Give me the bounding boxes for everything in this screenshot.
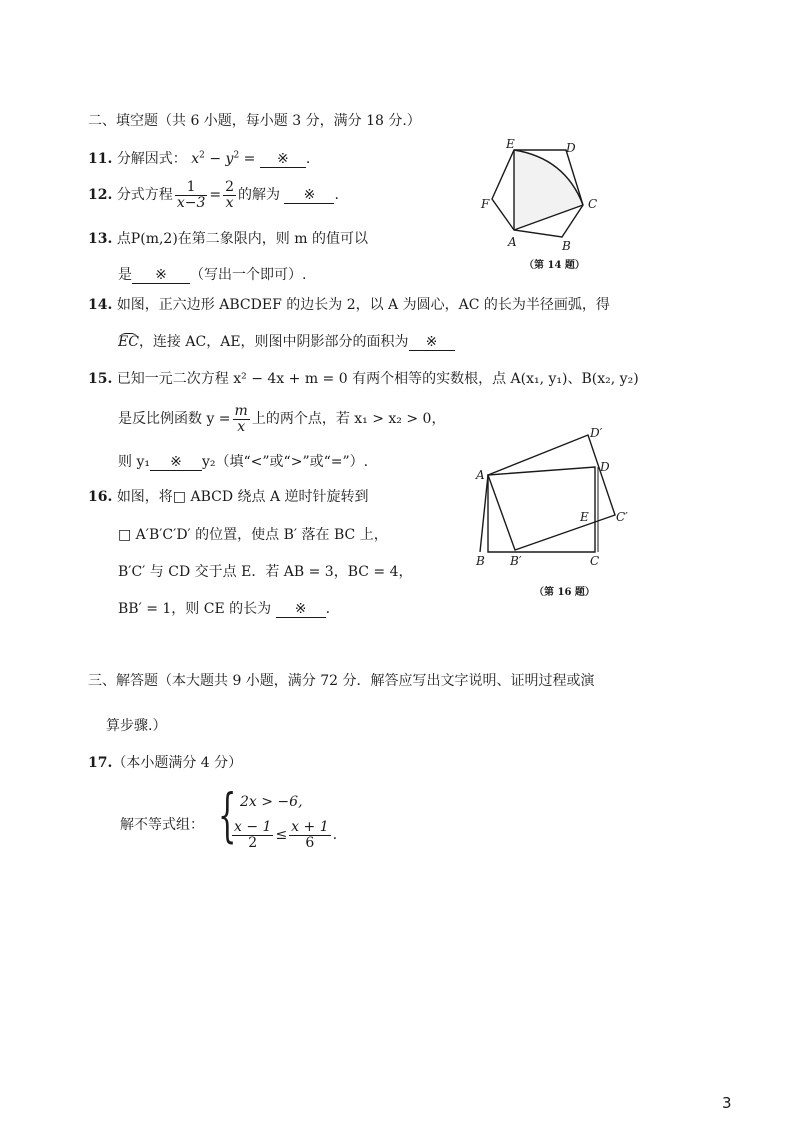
- question-text: 已知一元二次方程 x² − 4x + m = 0 有两个相等的实数根，点 A(x₁, y₁)、B(x₂, y₂): [116, 371, 639, 387]
- section3-heading-line2: 算步骤.）: [106, 718, 167, 734]
- answer-blank[interactable]: ※: [260, 151, 306, 168]
- fraction-numerator: 1: [175, 180, 208, 196]
- question-text: y₂（填“<”或“>”或“=”）.: [201, 454, 369, 470]
- answer-blank[interactable]: ※: [150, 454, 202, 471]
- label-a: A: [476, 468, 485, 482]
- question-number: 12.: [88, 187, 113, 204]
- punct: .: [332, 827, 338, 844]
- label-c: C: [588, 197, 598, 211]
- math-op: =: [209, 187, 222, 204]
- question-text: ，连接 AC，AE，则图中阴影部分的面积为: [138, 334, 409, 350]
- question-16: [88, 486, 369, 506]
- punct: .: [334, 187, 339, 204]
- question-text: 上的两个点，若 x₁ > x₂ > 0，: [251, 411, 446, 428]
- figure-16-caption: （第 16 题）: [534, 587, 595, 598]
- fraction-numerator: m: [234, 403, 248, 419]
- question-number: 15.: [88, 371, 113, 387]
- math-var: x: [191, 151, 200, 167]
- math-op: −: [204, 151, 226, 167]
- question-text: 分式方程: [116, 187, 173, 204]
- section2-heading: 二、填空题（共 6 小题，每小题 3 分，满分 18 分.）: [88, 113, 421, 129]
- fraction-denominator: x−3: [176, 194, 206, 211]
- parallelogram-abcd: [488, 467, 595, 552]
- question-11: 11. 分解因式： $x^2 - y^2$ = ※ .: [88, 150, 311, 167]
- fraction: [289, 820, 330, 850]
- question-text: 是反比例函数 y =: [118, 411, 231, 428]
- question-15: [88, 368, 639, 388]
- segment-ab: [480, 475, 488, 552]
- inequality-2: [230, 820, 337, 850]
- system-brace: {: [218, 781, 237, 849]
- fraction-denominator: x: [225, 194, 234, 211]
- question-13-line2: [118, 264, 306, 284]
- figure-14-caption: （第 14 题）: [524, 260, 585, 271]
- question-17: [88, 752, 242, 772]
- answer-blank[interactable]: ※: [409, 334, 455, 351]
- fraction-denominator: 2: [248, 834, 258, 851]
- math-op: =: [239, 151, 260, 167]
- label-e: E: [506, 138, 515, 151]
- figure-16-rotation: [470, 425, 640, 605]
- question-number: 11.: [88, 151, 113, 167]
- math-op: ≤: [275, 827, 288, 844]
- fraction: [232, 820, 273, 850]
- page-number: 3: [722, 1094, 732, 1112]
- fraction: [223, 180, 236, 210]
- question-number: 16.: [88, 489, 113, 505]
- question-number: 14.: [88, 297, 113, 313]
- fraction-numerator: 2: [225, 179, 235, 195]
- answer-blank[interactable]: ※: [284, 187, 334, 204]
- fraction-denominator: x: [237, 418, 246, 435]
- inequality-1: 2x > −6,: [240, 794, 303, 810]
- math-var: y: [225, 151, 234, 167]
- question-text: （写出一个即可）.: [190, 267, 307, 283]
- question-14-line2: [118, 331, 455, 351]
- question-text: 是: [118, 267, 132, 283]
- label-c: C: [590, 554, 600, 568]
- question-17-label: 解不等式组：: [120, 817, 204, 833]
- question-16-line4: [118, 598, 330, 618]
- question-number: 17.: [88, 755, 113, 771]
- label-b-prime: B′: [510, 554, 522, 568]
- label-f: F: [481, 197, 490, 211]
- fraction-numerator: x − 1: [234, 819, 272, 835]
- question-text: 的解为: [238, 187, 281, 204]
- question-14: [88, 294, 610, 314]
- label-b: B: [562, 239, 571, 253]
- section3-heading: 三、解答题（本大题共 9 小题，满分 72 分．解答应写出文字说明、证明过程或演: [88, 673, 595, 689]
- question-text: 如图，将□ ABCD 绕点 A 逆时针旋转到: [116, 489, 369, 505]
- question-15-line3: [118, 451, 368, 471]
- label-d-prime: D′: [590, 426, 603, 440]
- figure-14-hexagon: [470, 138, 620, 278]
- arc-notation: EC: [118, 334, 139, 350]
- question-16-line2: □ A′B′C′D′ 的位置，使点 B′ 落在 BC 上，: [118, 527, 388, 543]
- label-a: A: [508, 235, 517, 249]
- question-title: （本小题满分 4 分）: [112, 755, 243, 771]
- answer-blank[interactable]: ※: [276, 601, 326, 618]
- punct: .: [325, 601, 331, 617]
- question-number: 13.: [88, 231, 113, 247]
- question-12: [88, 180, 339, 210]
- question-text: 如图，正六边形 ABCDEF 的边长为 2，以 A 为圆心，AC 的长为半径画弧，得: [116, 297, 610, 313]
- fraction-denominator: 6: [305, 834, 315, 851]
- question-text: 分解因式：: [116, 151, 187, 167]
- question-15-line2: [118, 404, 445, 434]
- question-13: [88, 228, 368, 248]
- label-d: D: [566, 141, 576, 155]
- answer-blank[interactable]: ※: [132, 267, 190, 284]
- question-text: 点P(m,2)在第二象限内，则 m 的值可以: [116, 231, 368, 247]
- question-16-line3: B′C′ 与 CD 交于点 E．若 AB = 3，BC = 4，: [118, 564, 413, 580]
- question-text: 则 y₁: [118, 454, 150, 470]
- fraction: [233, 404, 250, 434]
- label-d: D: [600, 460, 610, 474]
- fraction: [175, 180, 208, 210]
- label-c-prime: C′: [616, 510, 628, 524]
- label-e: E: [580, 510, 589, 524]
- label-b: B: [476, 554, 485, 568]
- fraction-numerator: x + 1: [291, 819, 329, 835]
- parallelogram-a-prime: [488, 435, 615, 550]
- question-text: BB′ = 1，则 CE 的长为: [118, 601, 272, 617]
- punct: .: [305, 151, 311, 167]
